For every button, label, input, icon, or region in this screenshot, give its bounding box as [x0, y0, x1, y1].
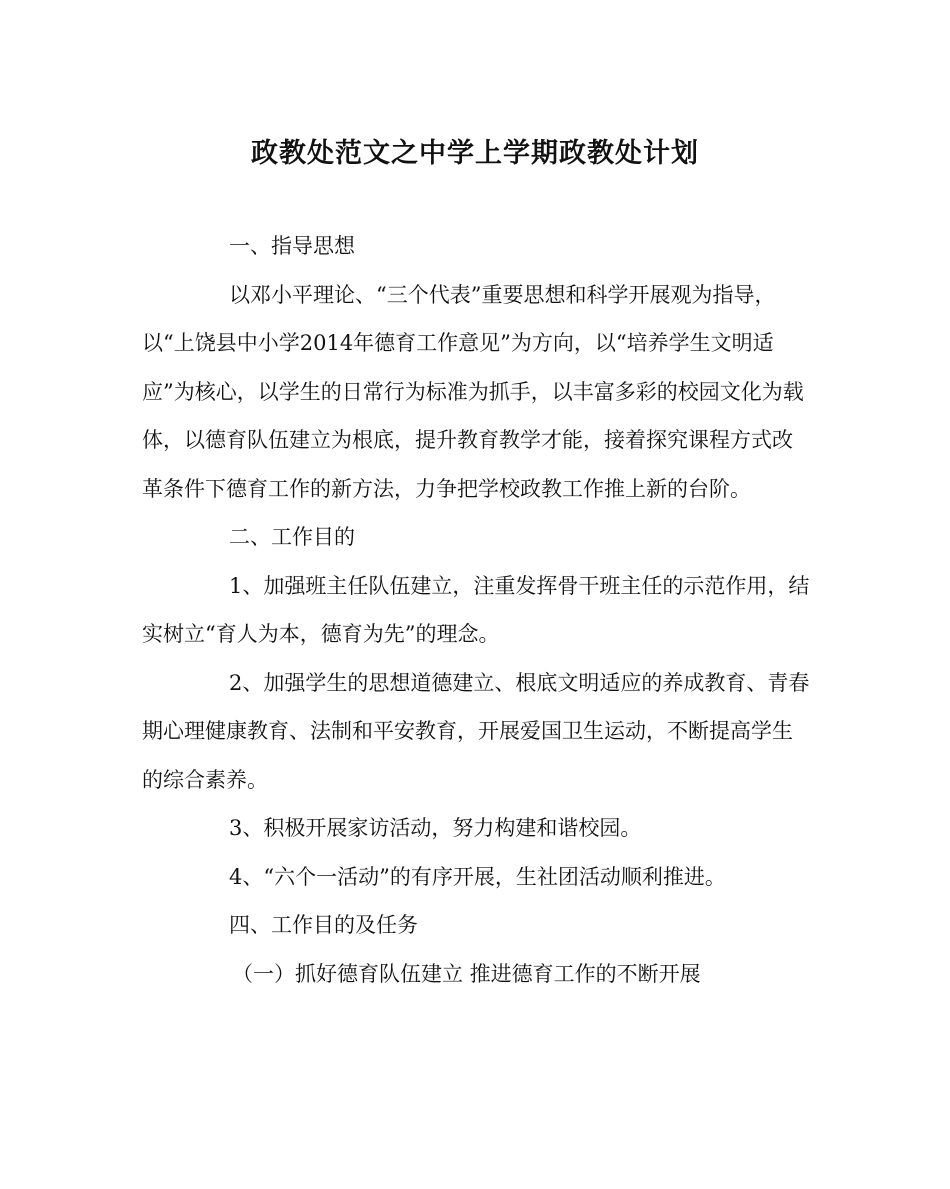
document-body — [142, 222, 812, 998]
goal-item-4: 4、“六个一活动”的有序开展，生社团活动顺利推进。 — [229, 864, 726, 889]
goal-item-2: 2、加强学生的思想道德建立、根底文明适应的养成教育、青春期心理健康教育、法制和平安教育，开展爱国卫生运动，不断提高学生的综合素养。 — [142, 670, 810, 792]
section-heading-guiding-ideology: 一、指导思想 — [229, 234, 355, 258]
subsection-heading-moral-team: （一）抓好德育队伍建立 推进德育工作的不断开展 — [232, 961, 701, 986]
section-heading-work-goals: 二、工作目的 — [229, 525, 355, 549]
goal-item-1: 1、加强班主任队伍建立，注重发挥骨干班主任的示范作用，结实树立“育人为本，德育为先”的理念。 — [142, 573, 810, 646]
document-title: 政教处范文之中学上学期政教处计划 — [251, 138, 699, 169]
goal-item-3: 3、积极开展家访活动，努力构建和谐校园。 — [229, 816, 642, 840]
paragraph-guiding-ideology: 以邓小平理论、“三个代表”重要思想和科学开展观为指导，以“上饶县中小学2014年德育工作意见”为方向，以“培养学生文明适应”为核心，以学生的日常行为标准为抓手，以丰富多彩的校园文化为载体，以德育队伍建立为根底，提升教育教学才能，接着探究课程方式改革条件下德育工作的新方法，力争把学校政教工作推上新的台阶。 — [142, 282, 804, 501]
section-heading-goals-and-tasks: 四、工作目的及任务 — [229, 913, 418, 937]
